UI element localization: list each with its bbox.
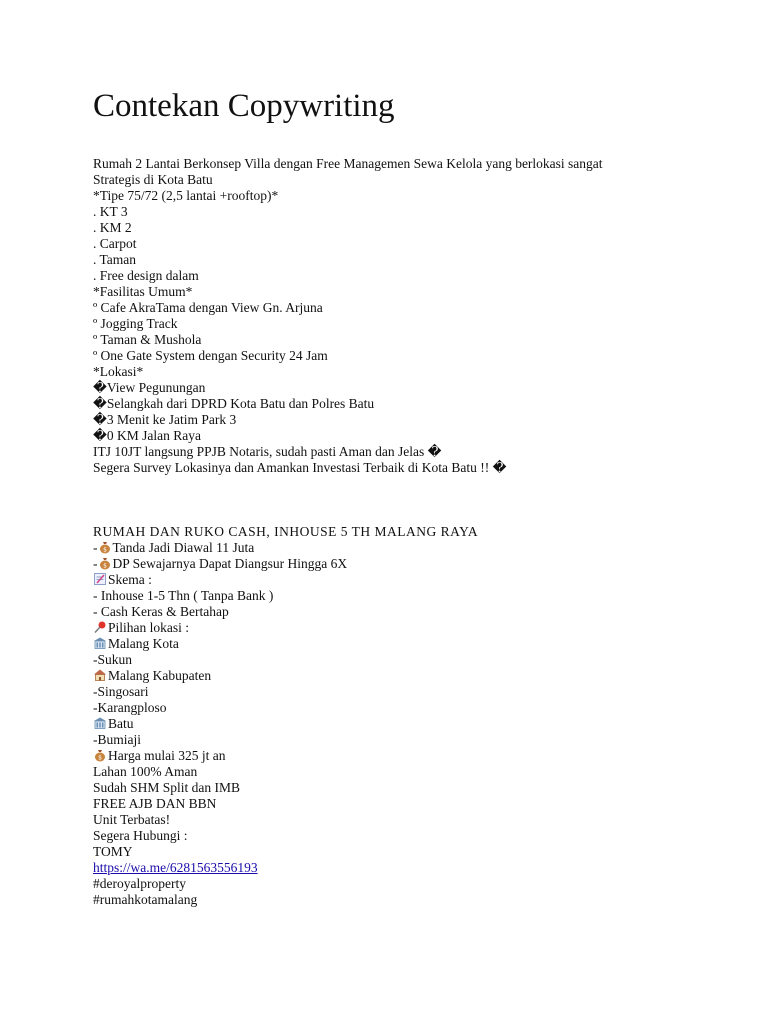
sub-location-item: -Singosari (93, 684, 149, 699)
skema-item: - Inhouse 1-5 Thn ( Tanpa Bank ) (93, 588, 274, 603)
dp-line: - $ DP Sewajarnya Dapat Diangsur Hingga 6X (93, 556, 348, 571)
fasilitas-item: º Jogging Track (93, 316, 178, 331)
malang-kab-text: Malang Kabupaten (108, 668, 212, 683)
svg-text:$: $ (102, 546, 107, 554)
hashtag: #deroyalproperty (93, 876, 186, 891)
tipe-line: *Tipe 75/72 (2,5 lantai +rooftop)* (93, 188, 279, 203)
lokasi-heading: *Lokasi* (93, 364, 144, 379)
sub-location-item: -Karangploso (93, 700, 167, 715)
lokasi-item: �0 KM Jalan Raya (93, 428, 201, 443)
sub-location-item: -Bumiaji (93, 732, 141, 747)
itj-line: ITJ 10JT langsung PPJB Notaris, sudah pasti Aman dan Jelas � (93, 444, 442, 459)
malang-kota-line (93, 636, 713, 652)
whatsapp-link[interactable]: https://wa.me/6281563556193 (93, 860, 258, 875)
closing-line: Lahan 100% Aman (93, 764, 198, 779)
document-page (93, 84, 713, 908)
svg-text:$: $ (102, 562, 107, 570)
closing-line: Unit Terbatas! (93, 812, 171, 827)
skema-item: - Cash Keras & Bertahap (93, 604, 229, 619)
fasilitas-heading: *Fasilitas Umum* (93, 284, 193, 299)
spec-item: . Free design dalam (93, 268, 199, 283)
pilihan-line (93, 620, 713, 636)
intro-line-2: Strategis di Kota Batu (93, 172, 213, 187)
lokasi-item: �3 Menit ke Jatim Park 3 (93, 412, 237, 427)
svg-text:$: $ (98, 754, 102, 762)
sub-location-item: -Sukun (93, 652, 133, 667)
tanda-jadi-text: Tanda Jadi Diawal 11 Juta (112, 540, 255, 555)
spec-item: . Taman (93, 252, 137, 267)
pushpin-icon (93, 620, 107, 634)
memo-icon (93, 572, 107, 586)
closing-line: FREE AJB DAN BBN (93, 796, 217, 811)
closing-line: Segera Hubungi : (93, 828, 188, 843)
spec-item: . KM 2 (93, 220, 132, 235)
fasilitas-item: º One Gate System dengan Security 24 Jam (93, 348, 328, 363)
batu-line (93, 716, 713, 732)
money-bag-icon (98, 556, 112, 570)
spec-item: . Carpot (93, 236, 137, 251)
dp-text: DP Sewajarnya Dapat Diangsur Hingga 6X (112, 556, 348, 571)
harga-text: Harga mulai 325 jt an (108, 748, 226, 763)
house-icon (93, 668, 107, 682)
pilihan-text: Pilihan lokasi : (108, 620, 189, 635)
lokasi-item: �View Pegunungan (93, 380, 206, 395)
page-title: Contekan Copywriting (93, 88, 395, 124)
whatsapp-link-line (93, 860, 713, 876)
tanda-jadi-line: - $ Tanda Jadi Diawal 11 Juta (93, 540, 255, 555)
money-bag-icon (93, 748, 107, 762)
malang-kota-text: Malang Kota (108, 636, 179, 651)
skema-line (93, 572, 713, 588)
fasilitas-item: º Cafe AkraTama dengan View Gn. Arjuna (93, 300, 323, 315)
skema-text: Skema : (108, 572, 152, 587)
batu-text: Batu (108, 716, 134, 731)
harga-line (93, 748, 713, 764)
spec-item: . KT 3 (93, 204, 128, 219)
lokasi-item: �Selangkah dari DPRD Kota Batu dan Polres Batu (93, 396, 375, 411)
cta-line: Segera Survey Lokasinya dan Amankan Investasi Terbaik di Kota Batu !! � (93, 460, 507, 475)
closing-line: Sudah SHM Split dan IMB (93, 780, 241, 795)
malang-kab-line (93, 668, 713, 684)
building-icon (93, 716, 107, 730)
section2-heading: RUMAH DAN RUKO CASH, INHOUSE 5 TH MALANG RAYA (93, 524, 479, 539)
closing-line: TOMY (93, 844, 133, 859)
fasilitas-item: º Taman & Mushola (93, 332, 202, 347)
building-icon (93, 636, 107, 650)
section-gap (93, 476, 713, 524)
intro-line-1: Rumah 2 Lantai Berkonsep Villa dengan Free Managemen Sewa Kelola yang berlokasi sangat (93, 156, 603, 171)
hashtag: #rumahkotamalang (93, 892, 198, 907)
money-bag-icon (98, 540, 112, 554)
